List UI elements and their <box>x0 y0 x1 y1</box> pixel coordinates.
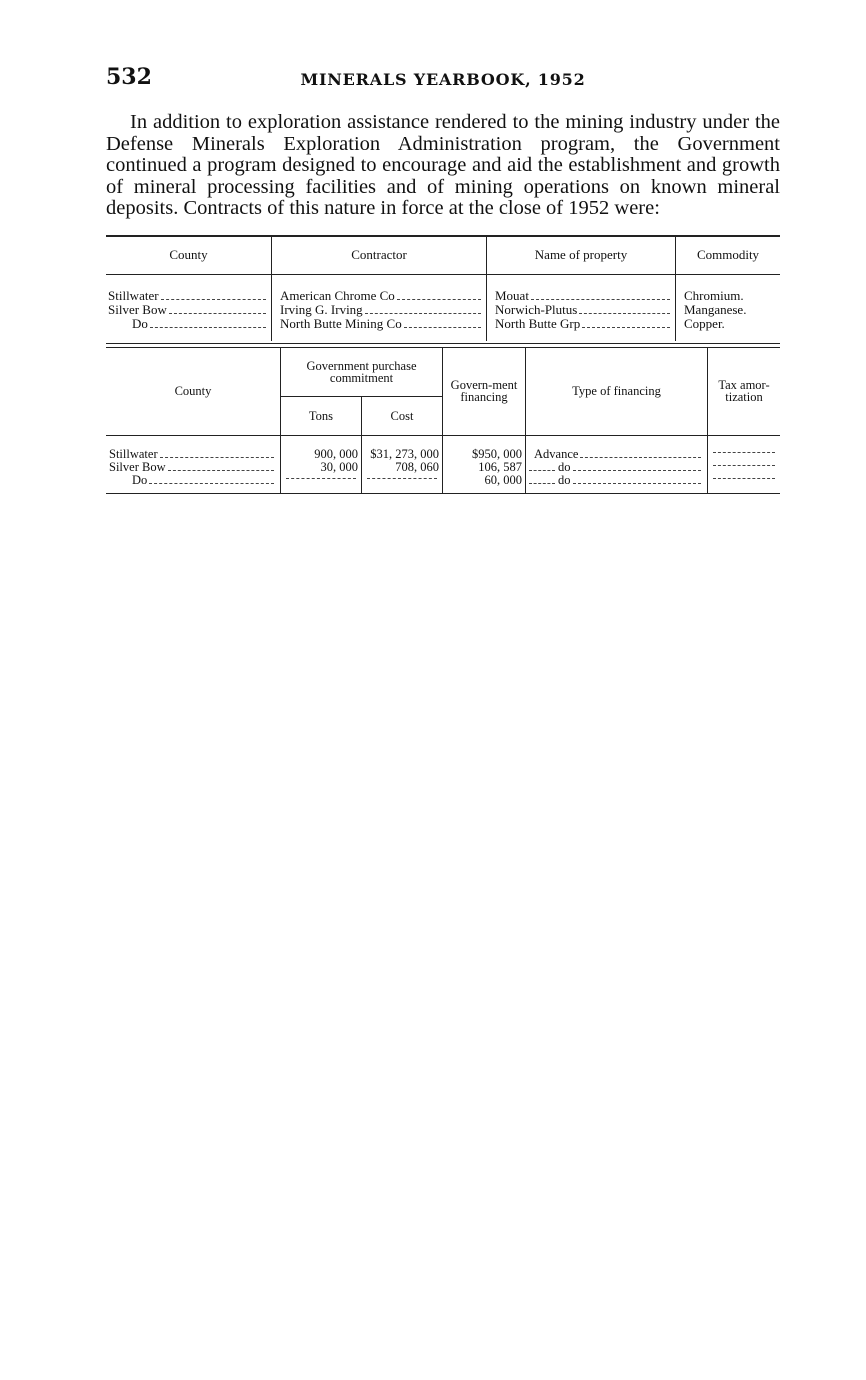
commodity-header: Commodity <box>676 236 781 275</box>
financing-type-cell: Advance <box>534 446 579 461</box>
tax-cell <box>713 478 775 479</box>
commodity-cell: Manganese. <box>684 302 747 317</box>
contractor-cell: American Chrome Co <box>280 287 395 303</box>
table-header-row <box>106 236 780 275</box>
county-cell: Silver Bow <box>109 459 166 474</box>
county-cell: Stillwater <box>109 446 158 461</box>
financing-cell: 60, 000 <box>443 474 526 494</box>
cost-cell: $31, 273, 000 <box>362 435 443 461</box>
page-header <box>106 62 780 92</box>
intro-paragraph: In addition to exploration assistance rendered to the mining industry under the Defense Minerals Exploration Administration program, the Government continued a program designed to encourage and aid the establishment and growth of mineral processing facilities and of mining operations on known mineral deposits. Contracts of this nature in force at the close of 1952 were: <box>106 111 780 219</box>
tons-cell <box>286 478 356 479</box>
table-row <box>106 461 780 474</box>
financing-cell: $950, 000 <box>443 435 526 461</box>
county-header: County <box>106 236 272 275</box>
county-header: County <box>106 348 281 436</box>
county-cell: Do <box>132 472 148 487</box>
commodity-cell: Chromium. <box>684 288 744 303</box>
financing-type-cell: do <box>558 459 571 474</box>
property-cell: Norwich-Plutus <box>495 301 578 317</box>
government-financing-header: Govern-ment financing <box>443 348 526 436</box>
contractor-cell: North Butte Mining Co <box>280 315 402 331</box>
financing-cell: 106, 587 <box>443 461 526 474</box>
page-number: 532 <box>106 64 152 90</box>
financing-table <box>106 348 780 494</box>
financing-type-header: Type of financing <box>526 348 708 436</box>
county-cell: Silver Bow <box>108 301 167 317</box>
table-row <box>106 274 780 303</box>
county-cell: Do <box>132 315 148 331</box>
contracts-table <box>106 235 780 341</box>
contractor-header: Contractor <box>272 236 487 275</box>
tax-amortization-header: Tax amor-tization <box>708 348 781 436</box>
table-row <box>106 474 780 494</box>
tons-header: Tons <box>281 396 362 435</box>
page <box>106 62 780 494</box>
property-header: Name of property <box>487 236 676 275</box>
tax-cell <box>713 452 775 453</box>
county-cell: Stillwater <box>108 287 159 303</box>
cost-cell <box>367 478 437 479</box>
cost-cell: 708, 060 <box>362 461 443 474</box>
running-title: MINERALS YEARBOOK, 1952 <box>300 70 586 89</box>
commodity-cell: Copper. <box>684 316 725 331</box>
cost-header: Cost <box>362 396 443 435</box>
table-row <box>106 303 780 317</box>
tax-cell <box>713 465 775 466</box>
contractor-cell: Irving G. Irving <box>280 301 363 317</box>
tons-cell: 30, 000 <box>281 461 362 474</box>
tons-cell: 900, 000 <box>281 435 362 461</box>
financing-type-cell: do <box>558 472 571 487</box>
property-cell: Mouat <box>495 287 529 303</box>
property-cell: North Butte Grp <box>495 315 581 331</box>
table-row <box>106 317 780 341</box>
table-row <box>106 435 780 461</box>
purchase-commitment-header: Government purchase commitment <box>281 348 443 397</box>
